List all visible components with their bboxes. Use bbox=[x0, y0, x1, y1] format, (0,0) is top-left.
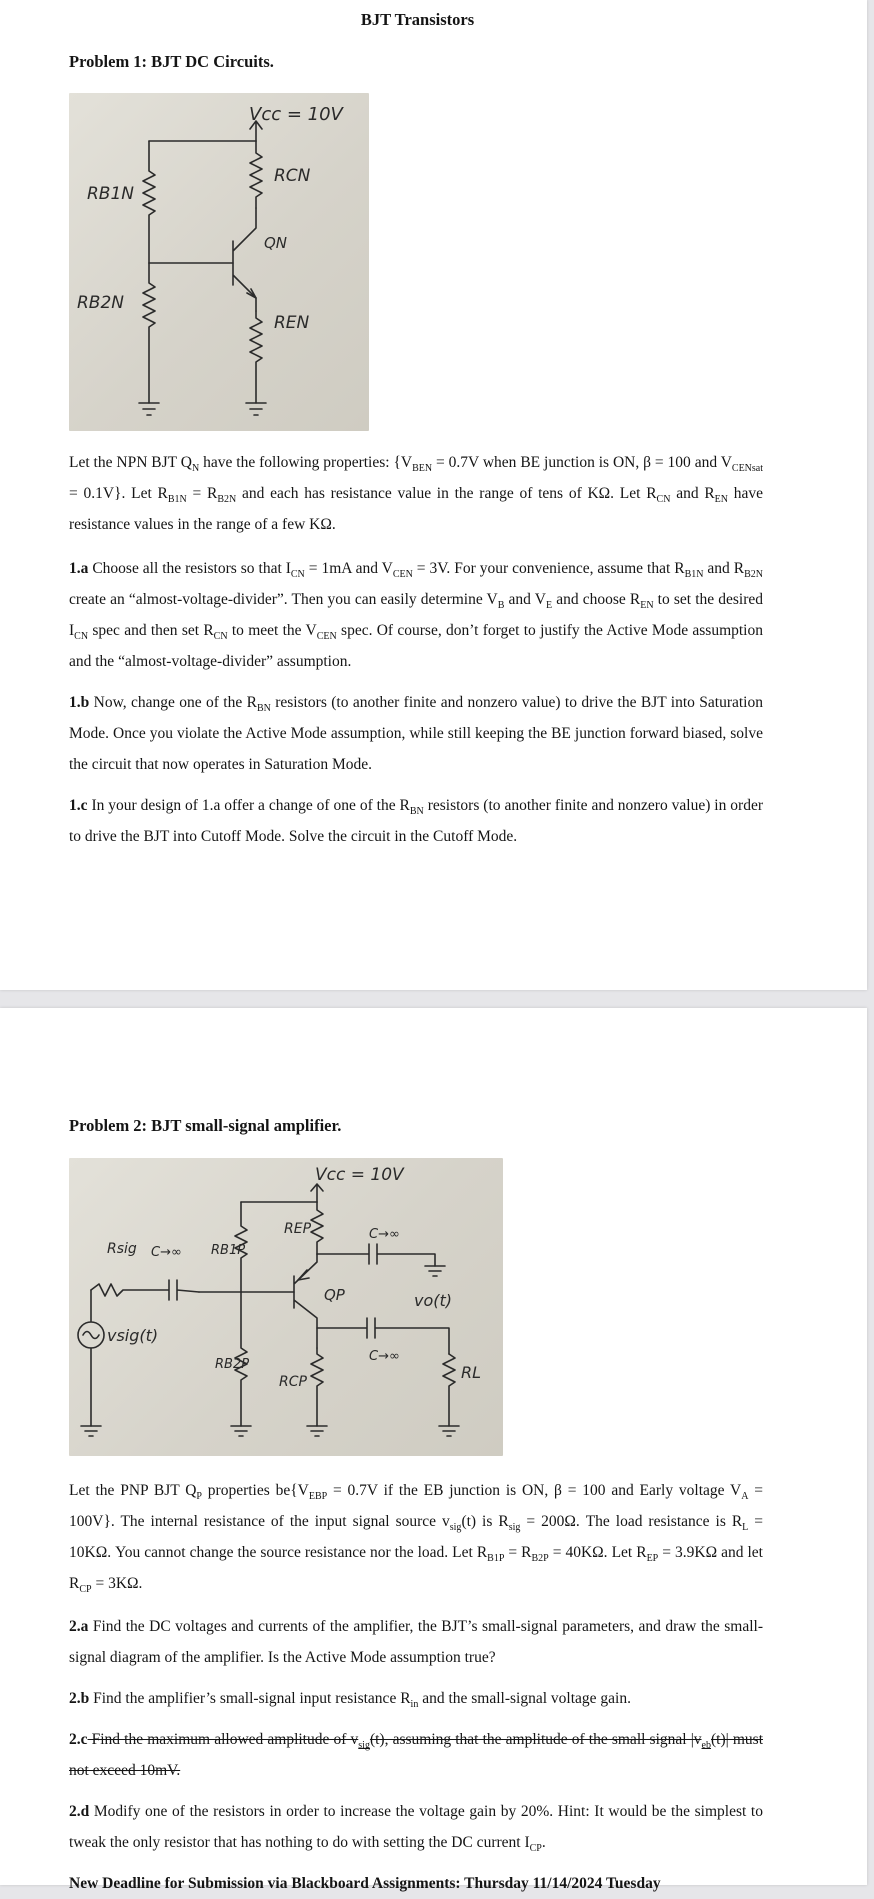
rep-label: REP bbox=[284, 1221, 312, 1237]
document-page-2 bbox=[0, 1008, 867, 1892]
rsig-label: Rsig bbox=[107, 1241, 137, 1257]
vsig-label: vsig(t) bbox=[107, 1326, 159, 1345]
vcc-label: Vcc = 10V bbox=[249, 104, 343, 125]
pnp-amplifier-photo bbox=[69, 1158, 503, 1456]
rb2n-label: RB2N bbox=[77, 293, 125, 313]
vo-label: vo(t) bbox=[414, 1291, 453, 1310]
problem-1-heading: Problem 1: BJT DC Circuits. bbox=[69, 52, 274, 71]
cap-out-bottom-label: C→∞ bbox=[369, 1349, 400, 1364]
rl-label: RL bbox=[461, 1363, 482, 1382]
problem-2d: 2.d Modify one of the resistors in order to increase the voltage gain by 20%. Hint: It would be the simplest to tweak the only resistor that has nothing to do with setting the DC current $I_{CP}$. bbox=[69, 1803, 763, 1855]
rcn-label: RCN bbox=[274, 166, 311, 186]
vcc2-label: Vcc = 10V bbox=[315, 1165, 404, 1185]
problem-1a: 1.a Choose all the resistors so that $I_{CN} = 1mA$ and $V_{CEN} = 3V$. For your convenience, assume that $R_{B1N}$ and $R_{B2N}$ create an “almost-voltage-divider”. Then you can easily determine $V_B$ and $V_E$ and choose $R_{EN}$ to set the desired $I_{CN}$ spec and then set $R_{CN}$ to meet the $V_{CEN}$ spec. Of course, don’t forget to justify the Active Mode assumption and the “almost-voltage-divider” assumption. bbox=[69, 560, 764, 670]
submission-deadline: New Deadline for Submission via Blackboard Assignments: Thursday 11/14/2024 Tuesday bbox=[69, 1875, 661, 1892]
rb1n-label: RB1N bbox=[87, 184, 135, 204]
problem-1-intro: Let the NPN BJT $Q_N$ have the following properties: {$V_{BEN} = 0.7V$ when BE junction is ON, β = 100 and $V_{CENsat} = 0.1V$}. Let $R_{B1N} = R_{B2N}$ and each has resistance value in the range of tens of KΩ. Let $R_{CN}$ and $R_{EN}$ have resistance values in the range of a few KΩ. bbox=[69, 454, 764, 533]
problem-1c: 1.c In your design of 1.a offer a change of one of the $R_{BN}$ resistors (to another finite and nonzero value) in order to drive the BJT into Cutoff Mode. Solve the circuit in the Cutoff Mode. bbox=[69, 797, 763, 845]
npn-circuit-photo bbox=[69, 93, 369, 431]
cap-in-label: C→∞ bbox=[151, 1245, 182, 1260]
problem-2a: 2.a Find the DC voltages and currents of the amplifier, the BJT’s small-signal parameters, and draw the small-signal diagram of the amplifier. Is the Active Mode assumption true? bbox=[69, 1618, 763, 1666]
problem-2-heading: Problem 2: BJT small-signal amplifier. bbox=[69, 1116, 342, 1135]
rcp-label: RCP bbox=[279, 1374, 307, 1390]
problem-2b: 2.b Find the amplifier’s small-signal input resistance $R_{in}$ and the small-signal voltage gain. bbox=[69, 1690, 631, 1711]
qn-label: QN bbox=[264, 234, 288, 252]
problem-2c: 2.c Find the maximum allowed amplitude of $v_{sig}(t)$, assuming that the amplitude of the small signal $|v_{eb}(t)|$ must not exceed 10mV. bbox=[69, 1731, 763, 1779]
rb2p-label: RB2P bbox=[215, 1357, 250, 1372]
ren-label: REN bbox=[274, 313, 310, 333]
document-title: BJT Transistors bbox=[360, 10, 475, 29]
cap-out-top-label: C→∞ bbox=[369, 1227, 400, 1242]
problem-1b: 1.b Now, change one of the $R_{BN}$ resistors (to another finite and nonzero value) to drive the BJT into Saturation Mode. Once you violate the Active Mode assumption, while still keeping the BE junction forward biased, solve the circuit that now operates in Saturation Mode. bbox=[69, 694, 763, 773]
qp-label: QP bbox=[324, 1286, 345, 1304]
problem-2-intro: Let the PNP BJT $Q_P$ properties $be\{V_{EBP} = 0.7V$ if the EB junction is ON, β = 100 and Early voltage $V_A = 100V$}. The internal resistance of the input signal source $v_{sig}(t)$ is $R_{sig} = 200\Omega$. The load resistance is $R_L = 10K\Omega$. You cannot change the source resistance nor the load. Let $R_{B1P} = R_{B2P} = 40K\Omega$. Let $R_{EP} = 3.9K\Omega$ and let $R_{CP} = 3K\Omega$. bbox=[69, 1482, 764, 1596]
rb1p-label: RB1P bbox=[211, 1243, 246, 1258]
